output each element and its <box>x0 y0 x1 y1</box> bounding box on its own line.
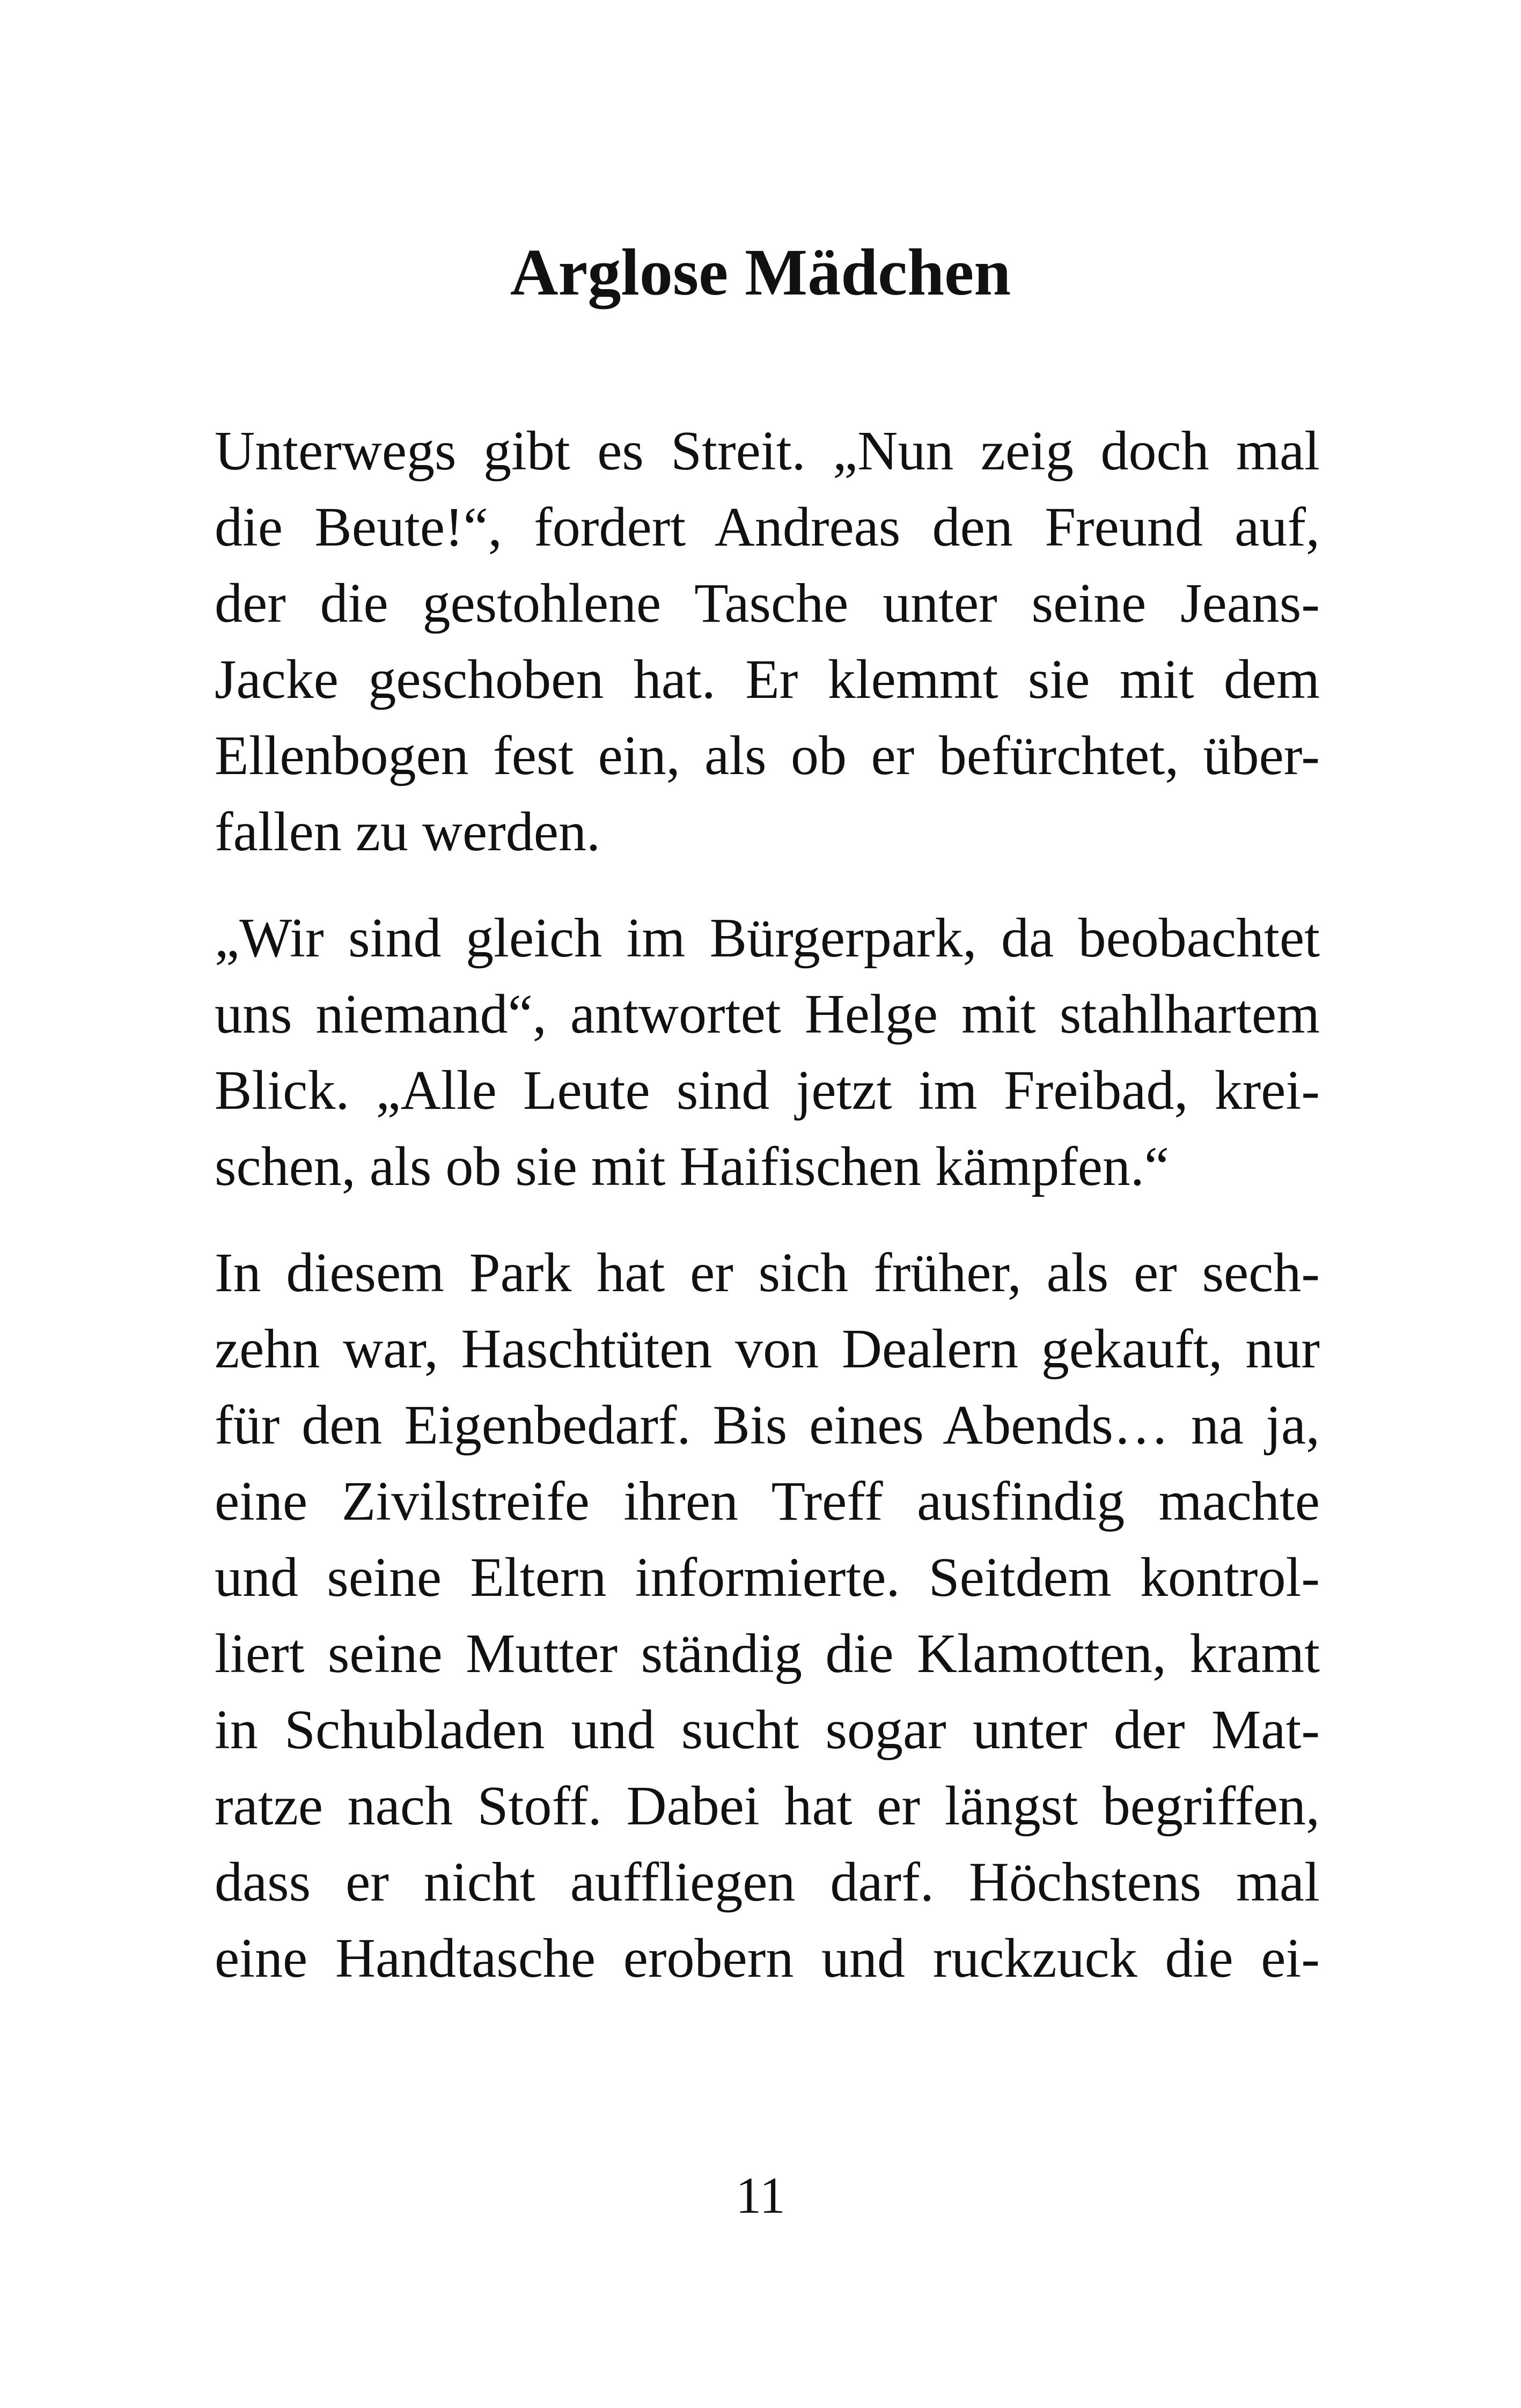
text-line: zehn war, Haschtüten von Dealern gekauft, nur <box>215 1318 1320 1380</box>
text-line: liert seine Mutter ständig die Klamotten, kramt <box>215 1623 1320 1684</box>
text-line: Ellenbogen fest ein, als ob er befürchtet, über- <box>215 725 1320 786</box>
text-line: Jacke geschoben hat. Er klemmt sie mit dem <box>215 649 1320 710</box>
paragraph-2 <box>215 900 1320 1205</box>
text-line: „Wir sind gleich im Bürgerpark, da beobachtet <box>215 907 1320 969</box>
text-line: und seine Eltern informierte. Seitdem kontrol- <box>215 1547 1320 1608</box>
text-line: eine Handtasche erobern und ruckzuck die ei- <box>215 1927 1320 1989</box>
text-line: für den Eigenbedarf. Bis eines Abends… na ja, <box>215 1394 1320 1456</box>
text-line: schen, als ob sie mit Haifischen kämpfen.“ <box>215 1136 1170 1197</box>
text-line: die Beute!“, fordert Andreas den Freund auf, <box>215 496 1320 558</box>
text-line: dass er nicht auffliegen darf. Höchstens mal <box>215 1851 1320 1913</box>
paragraph-3 <box>215 1235 1320 1997</box>
paragraph-1 <box>215 413 1320 870</box>
body-text <box>215 413 1320 2027</box>
text-line: ratze nach Stoff. Dabei hat er längst begriffen, <box>215 1775 1320 1837</box>
text-line: In diesem Park hat er sich früher, als er sech- <box>215 1242 1320 1304</box>
page-number: 11 <box>736 2167 785 2224</box>
chapter-title: Arglose Mädchen <box>510 235 1011 309</box>
text-line: der die gestohlene Tasche unter seine Jeans- <box>215 572 1320 634</box>
text-line: uns niemand“, antwortet Helge mit stahlhartem <box>215 983 1320 1045</box>
text-line: Blick. „Alle Leute sind jetzt im Freibad, krei- <box>215 1059 1320 1121</box>
text-line: Unterwegs gibt es Streit. „Nun zeig doch mal <box>215 420 1320 482</box>
text-line: in Schubladen und sucht sogar unter der Mat- <box>215 1699 1320 1761</box>
text-line: eine Zivilstreife ihren Treff ausfindig machte <box>215 1470 1320 1532</box>
text-line: fallen zu werden. <box>215 801 600 863</box>
